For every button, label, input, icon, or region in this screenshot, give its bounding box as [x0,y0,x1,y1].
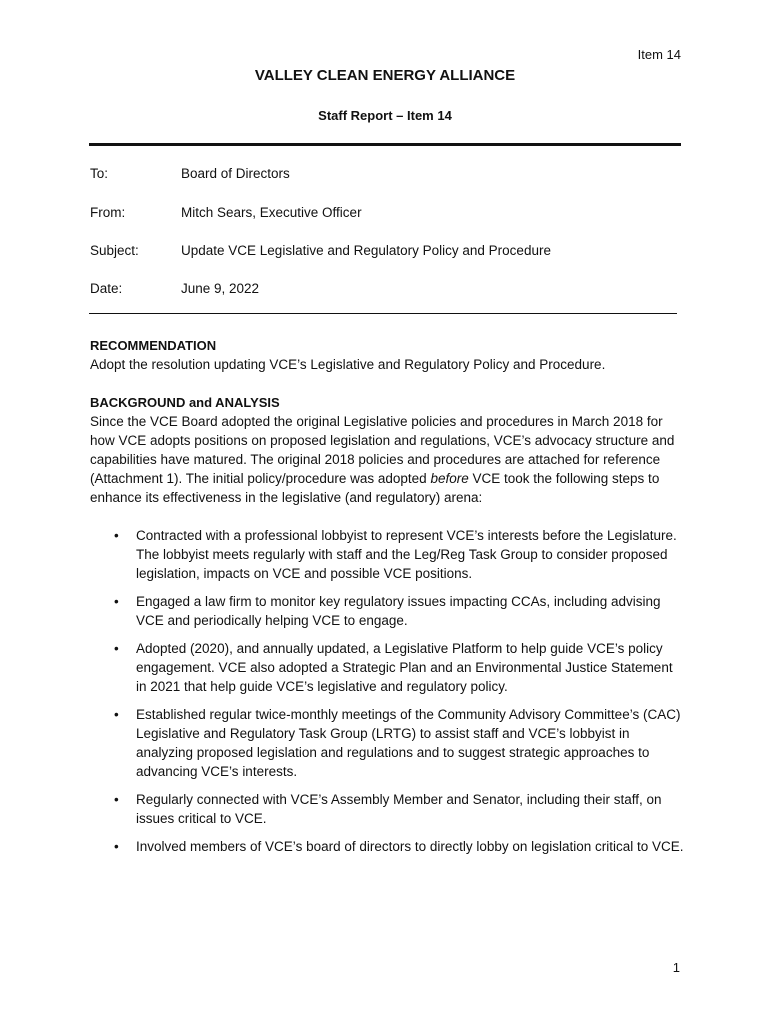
from-label: From: [90,205,126,220]
to-label: To: [90,166,109,181]
bullet-icon: • [114,641,119,656]
bullet-icon: • [114,528,119,543]
list-item [90,526,685,583]
background-section [90,393,685,507]
background-text-part1: Since the VCE Board adopted the original Legislative policies and procedures in March 2018 for how VCE adopts positions on proposed legislation and regulations, VCE’s advocacy structure and capabilities have matured. The original 2018 policies and procedures are attached for reference (Attachment 1). The initial policy/procedure was adopted [90,414,675,486]
subject-label: Subject: [90,243,139,258]
list-item-text: Involved members of VCE’s board of directors to directly lobby on legislation critical to VCE. [136,839,684,854]
date-value: June 9, 2022 [181,281,260,296]
background-heading: BACKGROUND and ANALYSIS [90,395,280,410]
list-item [90,705,685,781]
background-text-part2: VCE took the following steps to enhance its effectiveness in the legislative (and regulatory) arena: [90,471,660,505]
report-title: Staff Report – Item 14 [318,108,452,123]
to-value: Board of Directors [181,166,290,181]
list-item-text: Engaged a law firm to monitor key regulatory issues impacting CCAs, including advising VCE and periodically helping VCE to engage. [136,594,661,628]
item-label: Item 14 [637,47,681,62]
list-item [90,639,685,696]
from-value: Mitch Sears, Executive Officer [181,205,362,220]
bullet-icon: • [114,707,119,722]
recommendation-heading: RECOMMENDATION [90,338,217,353]
action-list [90,526,685,865]
date-label: Date: [90,281,123,296]
memo-divider [89,313,677,314]
list-item [90,790,685,828]
background-text-emphasis: before [430,471,469,486]
bullet-icon: • [114,839,119,854]
list-item-text: Regularly connected with VCE’s Assembly Member and Senator, including their staff, on issues critical to VCE. [136,792,662,826]
list-item [90,837,685,856]
header-divider [89,143,681,146]
page-number: 1 [672,960,680,975]
subject-value: Update VCE Legislative and Regulatory Policy and Procedure [181,243,551,258]
background-text [90,412,685,507]
bullet-icon: • [114,594,119,609]
organization-title: VALLEY CLEAN ENERGY ALLIANCE [254,67,516,84]
recommendation-section [90,336,685,374]
bullet-icon: • [114,792,119,807]
recommendation-text: Adopt the resolution updating VCE’s Legislative and Regulatory Policy and Procedure. [90,357,606,372]
list-item [90,592,685,630]
list-item-text: Contracted with a professional lobbyist to represent VCE’s interests before the Legislature. The lobbyist meets regularly with staff and the Leg/Reg Task Group to consider proposed legislation, impacts on VCE and possible VCE positions. [136,528,677,581]
list-item-text: Adopted (2020), and annually updated, a Legislative Platform to help guide VCE’s policy engagement. VCE also adopted a Strategic Plan and an Environmental Justice Statement in 2021 that help guide VCE’s legislative and regulatory policy. [136,641,673,694]
list-item-text: Established regular twice-monthly meetings of the Community Advisory Committee’s (CAC) Legislative and Regulatory Task Group (LRTG) to assist staff and VCE’s lobbyist in analyzing proposed legislation and regulations and to suggest strategic approaches to advancing VCE’s interests. [136,707,681,779]
